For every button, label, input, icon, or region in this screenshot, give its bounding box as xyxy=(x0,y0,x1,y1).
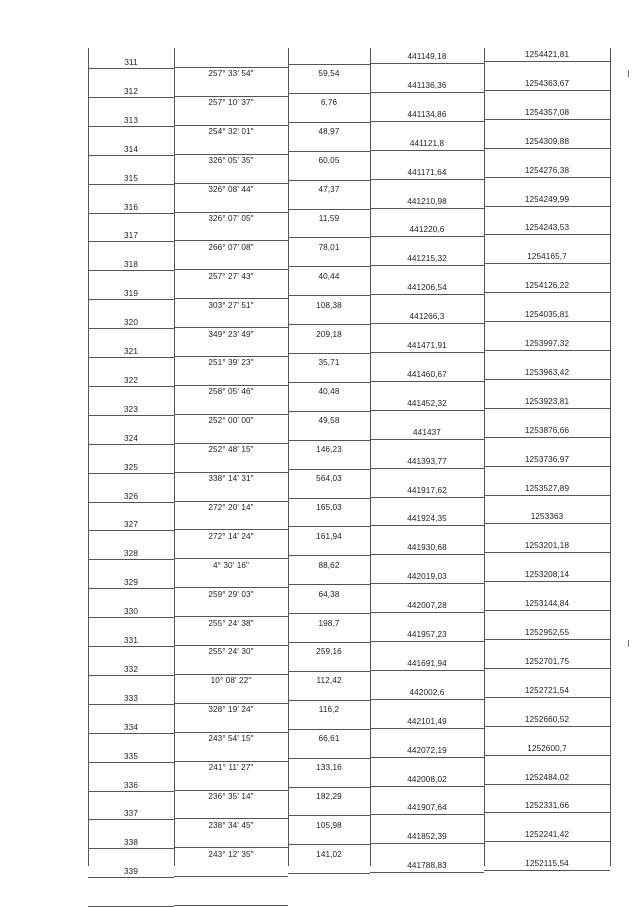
row-line xyxy=(484,119,610,120)
row-line xyxy=(88,877,174,878)
direction-angle: 266° 07' 08" xyxy=(208,243,254,252)
segment-length: 161,94 xyxy=(316,532,342,541)
point-number: 332 xyxy=(124,665,138,674)
row-line xyxy=(288,873,370,874)
row-line xyxy=(370,92,484,93)
coordinate-x: 441460,67 xyxy=(407,370,447,379)
row-line xyxy=(288,642,370,643)
row-line xyxy=(484,812,610,813)
segment-length: 133,16 xyxy=(316,763,342,772)
margin-mark xyxy=(628,640,629,647)
row-line xyxy=(174,240,288,241)
point-number: 333 xyxy=(124,694,138,703)
segment-length: 48,97 xyxy=(318,127,340,136)
row-line xyxy=(88,819,174,820)
point-number: 331 xyxy=(124,636,138,645)
row-line xyxy=(288,498,370,499)
direction-angle: 255° 24' 30" xyxy=(208,647,254,656)
row-line xyxy=(370,843,484,844)
direction-angle: 255° 24' 38" xyxy=(208,619,254,628)
row-line xyxy=(370,554,484,555)
coordinate-x: 441210,98 xyxy=(407,197,447,206)
row-line xyxy=(88,617,174,618)
coordinate-x: 441206,54 xyxy=(407,283,447,292)
coordinate-y: 1252241,42 xyxy=(524,830,570,839)
segment-length: 47,37 xyxy=(318,185,340,194)
row-line xyxy=(288,613,370,614)
coordinate-y: 1254363,67 xyxy=(524,79,570,88)
row-line xyxy=(174,472,288,473)
point-number: 322 xyxy=(124,376,138,385)
row-line xyxy=(88,791,174,792)
row-line xyxy=(88,848,174,849)
segment-length: 60,05 xyxy=(318,156,340,165)
row-line xyxy=(88,386,174,387)
row-line xyxy=(88,588,174,589)
row-line xyxy=(370,352,484,353)
row-line xyxy=(88,213,174,214)
segment-length: 146,23 xyxy=(316,445,342,454)
row-line xyxy=(288,469,370,470)
coordinate-x: 441149,18 xyxy=(407,52,447,61)
row-line xyxy=(174,703,288,704)
row-line xyxy=(370,872,484,873)
coordinate-y: 1254357,08 xyxy=(524,108,570,117)
coordinate-x: 441691,94 xyxy=(407,659,447,668)
direction-angle: 258° 05' 46" xyxy=(208,387,254,396)
coordinate-y: 1252660,52 xyxy=(524,715,570,724)
segment-length: 105,98 xyxy=(316,821,342,830)
row-line xyxy=(288,122,370,123)
coordinate-y: 1253208,14 xyxy=(524,570,570,579)
row-line xyxy=(370,236,484,237)
row-line xyxy=(174,645,288,646)
coordinate-x: 441917,62 xyxy=(407,486,447,495)
row-line xyxy=(174,876,288,877)
row-line xyxy=(288,237,370,238)
row-line xyxy=(88,299,174,300)
coordinate-x: 441136,36 xyxy=(407,81,447,90)
direction-angle: 328° 19' 24" xyxy=(208,705,254,714)
coordinate-x: 441471,91 xyxy=(407,341,447,350)
row-line xyxy=(484,552,610,553)
row-line xyxy=(288,815,370,816)
segment-length: 40,48 xyxy=(318,387,340,396)
column-line-0 xyxy=(88,48,89,866)
row-line xyxy=(288,584,370,585)
row-line xyxy=(88,415,174,416)
coordinate-y: 1254165,7 xyxy=(527,252,567,261)
segment-length: 116,2 xyxy=(318,705,340,714)
row-line xyxy=(88,270,174,271)
row-line xyxy=(174,761,288,762)
row-line xyxy=(88,444,174,445)
row-line xyxy=(88,733,174,734)
coordinate-x: 441215,32 xyxy=(407,254,447,263)
row-line xyxy=(88,559,174,560)
point-number: 327 xyxy=(124,520,138,529)
row-line xyxy=(174,905,288,906)
row-line xyxy=(484,755,610,756)
coordinate-y: 1254243,53 xyxy=(524,223,570,232)
coordinate-y: 1253144,84 xyxy=(524,599,570,608)
row-line xyxy=(288,93,370,94)
row-line xyxy=(288,64,370,65)
row-line xyxy=(370,381,484,382)
row-line xyxy=(370,497,484,498)
coordinate-x: 441924,35 xyxy=(407,514,447,523)
row-line xyxy=(370,208,484,209)
row-line xyxy=(484,523,610,524)
segment-length: 259,16 xyxy=(316,647,342,656)
row-line xyxy=(174,67,288,68)
row-line xyxy=(88,530,174,531)
point-number: 325 xyxy=(124,463,138,472)
row-line xyxy=(370,265,484,266)
row-line xyxy=(88,68,174,69)
direction-angle: 252° 00' 00" xyxy=(208,416,254,425)
point-number: 312 xyxy=(124,87,138,96)
point-number: 326 xyxy=(124,492,138,501)
row-line xyxy=(88,675,174,676)
coordinate-x: 441957,23 xyxy=(407,630,447,639)
row-line xyxy=(370,786,484,787)
coordinate-y: 1252721,54 xyxy=(524,686,570,695)
row-line xyxy=(484,234,610,235)
row-line xyxy=(174,385,288,386)
coordinate-y: 1253876,66 xyxy=(524,426,570,435)
direction-angle: 236° 35' 14" xyxy=(208,792,254,801)
direction-angle: 303° 27' 51" xyxy=(208,301,254,310)
coordinate-x: 441171,64 xyxy=(407,168,447,177)
segment-length: 78,01 xyxy=(318,243,340,252)
row-line xyxy=(88,762,174,763)
coordinate-x: 441393,77 xyxy=(407,457,447,466)
row-line xyxy=(174,414,288,415)
coordinate-x: 442101,49 xyxy=(407,717,447,726)
segment-length: 88,62 xyxy=(318,561,340,570)
row-line xyxy=(484,726,610,727)
row-line xyxy=(288,411,370,412)
coordinate-y: 1252600,7 xyxy=(527,744,567,753)
coordinate-y: 1253527,89 xyxy=(524,484,570,493)
direction-angle: 272° 14' 24" xyxy=(208,532,254,541)
row-line xyxy=(484,870,610,871)
point-number: 320 xyxy=(124,318,138,327)
row-line xyxy=(288,671,370,672)
direction-angle: 254° 32' 01" xyxy=(208,127,254,136)
row-line xyxy=(88,328,174,329)
row-line xyxy=(288,266,370,267)
row-line xyxy=(288,440,370,441)
row-line xyxy=(484,148,610,149)
row-line xyxy=(370,641,484,642)
row-line xyxy=(370,728,484,729)
point-number: 318 xyxy=(124,260,138,269)
point-number: 315 xyxy=(124,174,138,183)
direction-angle: 257° 33' 54" xyxy=(208,69,254,78)
segment-length: 11,59 xyxy=(318,214,340,223)
direction-angle: 259° 29' 03" xyxy=(208,590,254,599)
direction-angle: 272° 20' 14" xyxy=(208,503,254,512)
coordinate-y: 1252115,54 xyxy=(525,859,569,868)
row-line xyxy=(370,757,484,758)
point-number: 324 xyxy=(124,434,138,443)
segment-length: 108,38 xyxy=(316,301,342,310)
segment-length: 182,29 xyxy=(316,792,342,801)
coordinate-y: 1252701,75 xyxy=(524,657,570,666)
row-line xyxy=(484,350,610,351)
row-line xyxy=(174,558,288,559)
coordinate-y: 1253963,42 xyxy=(524,368,570,377)
coordinate-x: 441437 xyxy=(413,428,441,437)
row-line xyxy=(370,121,484,122)
row-line xyxy=(174,501,288,502)
coordinate-x: 442019,03 xyxy=(407,572,447,581)
coordinate-x: 441134,86 xyxy=(407,110,447,119)
coordinate-y: 1252484,02 xyxy=(524,773,570,782)
segment-length: 49,58 xyxy=(318,416,340,425)
row-line xyxy=(88,97,174,98)
row-line xyxy=(288,700,370,701)
row-line xyxy=(288,526,370,527)
row-line xyxy=(370,468,484,469)
coordinate-x: 441852,39 xyxy=(407,832,447,841)
direction-angle: 251° 39' 23" xyxy=(208,358,254,367)
row-line xyxy=(370,612,484,613)
row-line xyxy=(288,729,370,730)
row-line xyxy=(484,61,610,62)
direction-angle: 257° 27' 43" xyxy=(208,272,254,281)
coordinate-x: 441220,6 xyxy=(409,225,445,234)
segment-length: 66,61 xyxy=(318,734,340,743)
coordinate-y: 1253363 xyxy=(530,512,564,521)
row-line xyxy=(370,814,484,815)
row-line xyxy=(174,674,288,675)
segment-length: 35,71 xyxy=(318,358,340,367)
direction-angle: 326° 07' 05" xyxy=(208,214,254,223)
direction-angle: 338° 14' 31" xyxy=(208,474,254,483)
row-line xyxy=(484,697,610,698)
direction-angle: 257° 10' 37" xyxy=(208,98,254,107)
segment-length: 209,18 xyxy=(316,330,342,339)
direction-angle: 252° 48' 15" xyxy=(208,445,254,454)
coordinate-x: 441121,8 xyxy=(409,139,445,148)
row-line xyxy=(174,529,288,530)
row-line xyxy=(370,583,484,584)
row-line xyxy=(174,443,288,444)
point-number: 328 xyxy=(124,549,138,558)
coordinate-x: 441788,83 xyxy=(407,861,447,870)
row-line xyxy=(288,787,370,788)
coordinate-y: 1254309,88 xyxy=(524,137,570,146)
segment-length: 564,03 xyxy=(316,474,342,483)
coordinate-x: 441907,64 xyxy=(407,803,447,812)
segment-length: 40,44 xyxy=(318,272,340,281)
coordinate-y: 1253201,18 xyxy=(524,541,570,550)
row-line xyxy=(88,184,174,185)
point-number: 316 xyxy=(124,203,138,212)
row-line xyxy=(484,495,610,496)
row-line xyxy=(484,90,610,91)
row-line xyxy=(484,292,610,293)
coordinate-y: 1253923,81 xyxy=(524,397,570,406)
row-line xyxy=(484,668,610,669)
row-line xyxy=(174,790,288,791)
row-line xyxy=(288,209,370,210)
point-number: 337 xyxy=(124,809,138,818)
row-line xyxy=(484,841,610,842)
coordinate-y: 1254421,81 xyxy=(524,50,570,59)
row-line xyxy=(288,151,370,152)
direction-angle: 243° 54' 15" xyxy=(208,734,254,743)
row-line xyxy=(484,379,610,380)
row-line xyxy=(174,154,288,155)
coordinate-x: 441452,32 xyxy=(407,399,447,408)
direction-angle: 326° 08' 44" xyxy=(208,185,254,194)
row-line xyxy=(174,616,288,617)
direction-angle: 4° 30' 16" xyxy=(212,561,250,570)
point-number: 314 xyxy=(124,145,138,154)
point-number: 321 xyxy=(124,347,138,356)
row-line xyxy=(370,294,484,295)
row-line xyxy=(174,212,288,213)
direction-angle: 241° 11' 27" xyxy=(208,763,254,772)
coordinate-y: 1252331,66 xyxy=(524,801,570,810)
margin-mark xyxy=(628,70,629,77)
direction-angle: 243° 12' 35" xyxy=(208,850,254,859)
row-line xyxy=(288,844,370,845)
point-number: 339 xyxy=(124,867,138,876)
coordinate-x: 441266,3 xyxy=(409,312,445,321)
row-line xyxy=(88,704,174,705)
row-line xyxy=(174,587,288,588)
segment-length: 6,76 xyxy=(320,98,338,107)
point-number: 317 xyxy=(124,231,138,240)
row-line xyxy=(288,555,370,556)
row-line xyxy=(88,155,174,156)
row-line xyxy=(288,324,370,325)
row-line xyxy=(370,179,484,180)
row-line xyxy=(288,382,370,383)
segment-length: 165,03 xyxy=(316,503,342,512)
coordinate-y: 1253997,32 xyxy=(524,339,570,348)
direction-angle: 10° 08' 22" xyxy=(210,676,252,685)
row-line xyxy=(88,646,174,647)
point-number: 338 xyxy=(124,838,138,847)
row-line xyxy=(484,177,610,178)
direction-angle: 238° 34' 45" xyxy=(208,821,254,830)
point-number: 335 xyxy=(124,752,138,761)
row-line xyxy=(370,323,484,324)
row-line xyxy=(174,269,288,270)
row-line xyxy=(174,847,288,848)
row-line xyxy=(174,818,288,819)
point-number: 336 xyxy=(124,781,138,790)
point-number: 329 xyxy=(124,578,138,587)
row-line xyxy=(484,408,610,409)
coordinate-x: 442008,02 xyxy=(407,775,447,784)
row-line xyxy=(174,327,288,328)
row-line xyxy=(88,473,174,474)
coordinate-y: 1253736,97 xyxy=(524,455,570,464)
coordinate-y: 1254249,99 xyxy=(524,195,570,204)
row-line xyxy=(88,126,174,127)
row-line xyxy=(484,321,610,322)
coordinate-y: 1254035,81 xyxy=(524,310,570,319)
row-line xyxy=(484,784,610,785)
segment-length: 198,7 xyxy=(318,619,340,628)
point-number: 311 xyxy=(124,58,138,67)
row-line xyxy=(88,357,174,358)
row-line xyxy=(88,502,174,503)
segment-length: 64,38 xyxy=(318,590,340,599)
point-number: 319 xyxy=(124,289,138,298)
row-line xyxy=(370,63,484,64)
row-line xyxy=(484,610,610,611)
row-line xyxy=(484,206,610,207)
row-line xyxy=(370,525,484,526)
row-line xyxy=(484,581,610,582)
row-line xyxy=(174,183,288,184)
row-line xyxy=(174,298,288,299)
row-line xyxy=(288,180,370,181)
coordinate-x: 442007,28 xyxy=(407,601,447,610)
row-line xyxy=(174,732,288,733)
row-line xyxy=(174,96,288,97)
row-line xyxy=(288,295,370,296)
row-line xyxy=(288,758,370,759)
point-number: 334 xyxy=(124,723,138,732)
point-number: 330 xyxy=(124,607,138,616)
coordinate-x: 442002,6 xyxy=(409,688,445,697)
segment-length: 112,42 xyxy=(316,676,342,685)
row-line xyxy=(484,437,610,438)
row-line xyxy=(370,410,484,411)
row-line xyxy=(370,150,484,151)
coordinate-x: 442072,19 xyxy=(407,746,447,755)
row-line xyxy=(288,353,370,354)
row-line xyxy=(370,439,484,440)
coordinate-y: 1254126,22 xyxy=(524,281,570,290)
row-line xyxy=(370,670,484,671)
row-line xyxy=(174,125,288,126)
coordinate-y: 1252952,55 xyxy=(524,628,570,637)
row-line xyxy=(174,356,288,357)
segment-length: 59,54 xyxy=(318,69,340,78)
point-number: 323 xyxy=(124,405,138,414)
row-line xyxy=(484,639,610,640)
column-line-5 xyxy=(610,48,611,866)
coordinate-y: 1254276,38 xyxy=(524,166,570,175)
row-line xyxy=(88,241,174,242)
coordinate-x: 441930,68 xyxy=(407,543,447,552)
segment-length: 141,02 xyxy=(316,850,342,859)
direction-angle: 326° 05' 35" xyxy=(208,156,254,165)
row-line xyxy=(484,263,610,264)
direction-angle: 349° 23' 49" xyxy=(208,330,254,339)
point-number: 313 xyxy=(124,116,138,125)
row-line xyxy=(484,466,610,467)
row-line xyxy=(370,699,484,700)
